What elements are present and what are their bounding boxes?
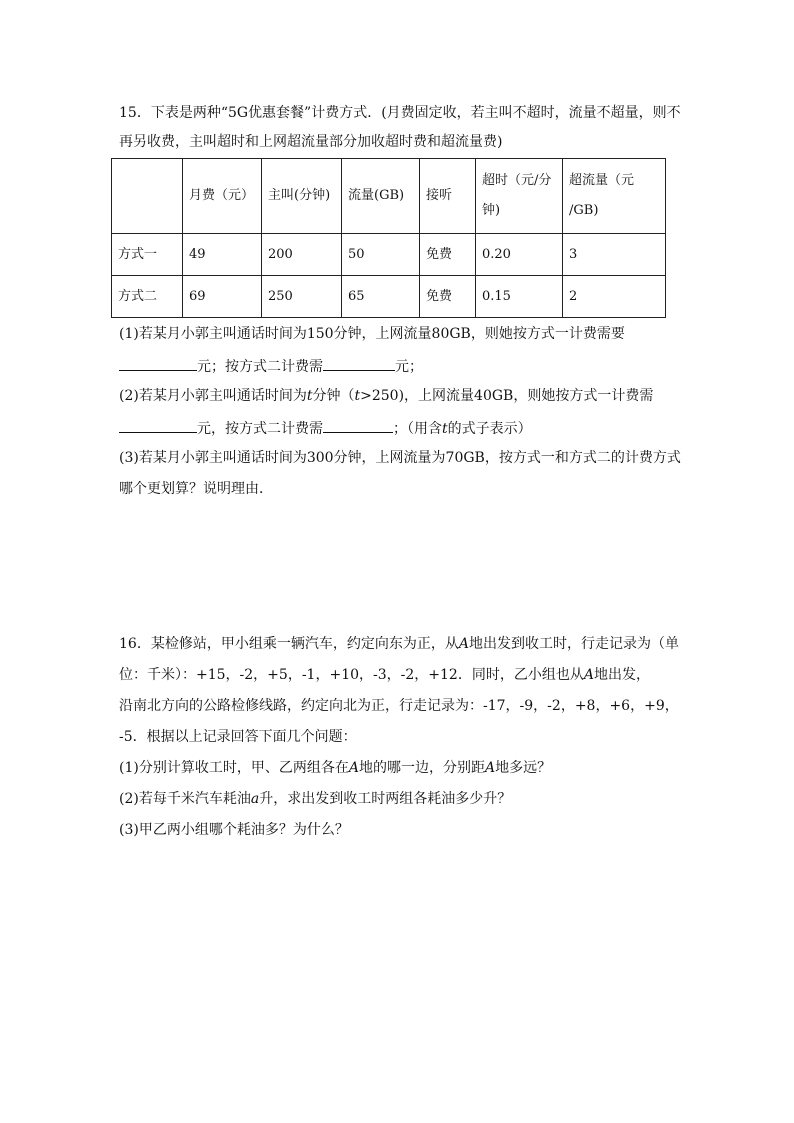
overdata-header-line1: 超流量（元 — [569, 173, 635, 188]
q16-intro-line4: -5．根据以上记录回答下面几个问题： — [119, 729, 357, 745]
variable-t: t — [354, 388, 361, 404]
variable-t: t — [442, 421, 448, 437]
q16-intro-line1 — [119, 635, 679, 653]
q15-intro-line1: 15．下表是两种“5G优惠套餐”计费方式．(月费固定收，若主叫不超时，流量不超量，则不 — [119, 105, 681, 121]
q16-part2-text: (2)若每千米汽车耗油 — [119, 791, 251, 807]
table-cell: 0.15 — [476, 276, 563, 318]
table-header-overtime — [476, 159, 563, 234]
table-row — [112, 276, 666, 318]
q15-part1-text-a: 元；按方式二计费需 — [197, 359, 323, 375]
q16-intro-line3: 沿南北方向的公路检修线路，约定向北为正，行走记录为：-17，-9，-2，+8，+6，+9， — [119, 698, 679, 714]
table-header-calling: 主叫(分钟) — [262, 159, 342, 234]
q16-text: 16．某检修站，甲小组乘一辆汽车，约定向东为正，从 — [119, 636, 459, 652]
answer-blank[interactable] — [119, 418, 197, 433]
q15-part1-line2 — [119, 356, 423, 376]
q16-intro-line2 — [119, 666, 650, 684]
q15-part1-line1: (1)若某月小郭主叫通话时间为150分钟，上网流量80GB，则她按方式一计费需要 — [119, 326, 625, 342]
answer-blank[interactable] — [323, 356, 395, 371]
q15-part2-text-a: (2)若某月小郭主叫通话时间为 — [119, 388, 307, 404]
answer-blank[interactable] — [323, 418, 393, 433]
table-cell: 69 — [183, 276, 262, 318]
table-cell: 0.20 — [476, 234, 563, 276]
q15-intro-line2: 再另收费，主叫超时和上网超流量部分加收超时费和超流量费) — [119, 134, 503, 150]
variable-a-fuel: a — [250, 791, 260, 807]
q15-part2-text-e: ；（用含 — [393, 421, 442, 437]
table-cell: 免费 — [420, 276, 476, 318]
q15-part2-line2 — [119, 418, 532, 438]
table-header-empty — [112, 159, 183, 234]
fee-table — [111, 158, 666, 318]
q16-part1 — [119, 759, 551, 777]
q16-part1-text: 地多远？ — [495, 760, 552, 776]
table-header-overdata — [563, 159, 666, 234]
table-cell-plan: 方式一 — [112, 234, 183, 276]
variable-t: t — [306, 388, 313, 404]
table-cell: 免费 — [420, 234, 476, 276]
q15-part2-text-d: 元，按方式二计费需 — [197, 421, 323, 437]
table-cell: 250 — [262, 276, 342, 318]
table-cell: 200 — [262, 234, 342, 276]
answer-blank[interactable] — [119, 356, 197, 371]
variable-a-point: A — [458, 636, 469, 652]
q16-part2-text: 升，求出发到收工时两组各耗油多少升？ — [259, 791, 512, 807]
table-cell: 49 — [183, 234, 262, 276]
q16-part1-text: 地的哪一边，分别距 — [358, 760, 485, 776]
table-row — [112, 234, 666, 276]
q15-part2-line1 — [119, 387, 653, 405]
q16-part2 — [119, 790, 511, 808]
q16-part3: (3)甲乙两小组哪个耗油多？为什么？ — [119, 822, 349, 838]
table-cell: 2 — [563, 276, 666, 318]
table-cell: 50 — [342, 234, 420, 276]
variable-a-point: A — [348, 760, 359, 776]
table-header-data: 流量(GB) — [342, 159, 420, 234]
q15-part3-line2: 哪个更划算？说明理由． — [119, 481, 273, 497]
overtime-header-line1: 超时（元/分 — [482, 173, 552, 188]
table-header-receiving: 接听 — [420, 159, 476, 234]
table-cell: 65 — [342, 276, 420, 318]
table-header-monthly-fee: 月费（元） — [183, 159, 262, 234]
table-cell-plan: 方式二 — [112, 276, 183, 318]
q15-part2-text-c: >250)，上网流量40GB，则她按方式一计费需 — [360, 388, 654, 404]
variable-a-point: A — [583, 667, 594, 683]
q15-part2-text-f: 的式子表示） — [447, 421, 532, 437]
q16-part1-text: (1)分别计算收工时，甲、乙两组各在 — [119, 760, 349, 776]
table-cell: 3 — [563, 234, 666, 276]
variable-a-point: A — [484, 760, 496, 776]
q16-text: 位：千米）：+15，-2，+5，-1，+10，-3，-2，+12．同时，乙小组也从 — [119, 667, 584, 683]
q15-part3-line1: (3)若某月小郭主叫通话时间为300分钟，上网流量为70GB，按方式一和方式二的计费方式 — [119, 450, 681, 466]
q16-text: 地出发， — [593, 667, 650, 683]
table-header-row — [112, 159, 666, 234]
overtime-header-line2: 钟) — [482, 203, 501, 218]
q15-part2-text-b: 分钟（ — [312, 388, 355, 404]
q15-part1-text-b: 元； — [395, 359, 423, 375]
q16-text: 地出发到收工时，行走记录为（单 — [468, 636, 679, 652]
overdata-header-line2: /GB) — [569, 203, 599, 218]
